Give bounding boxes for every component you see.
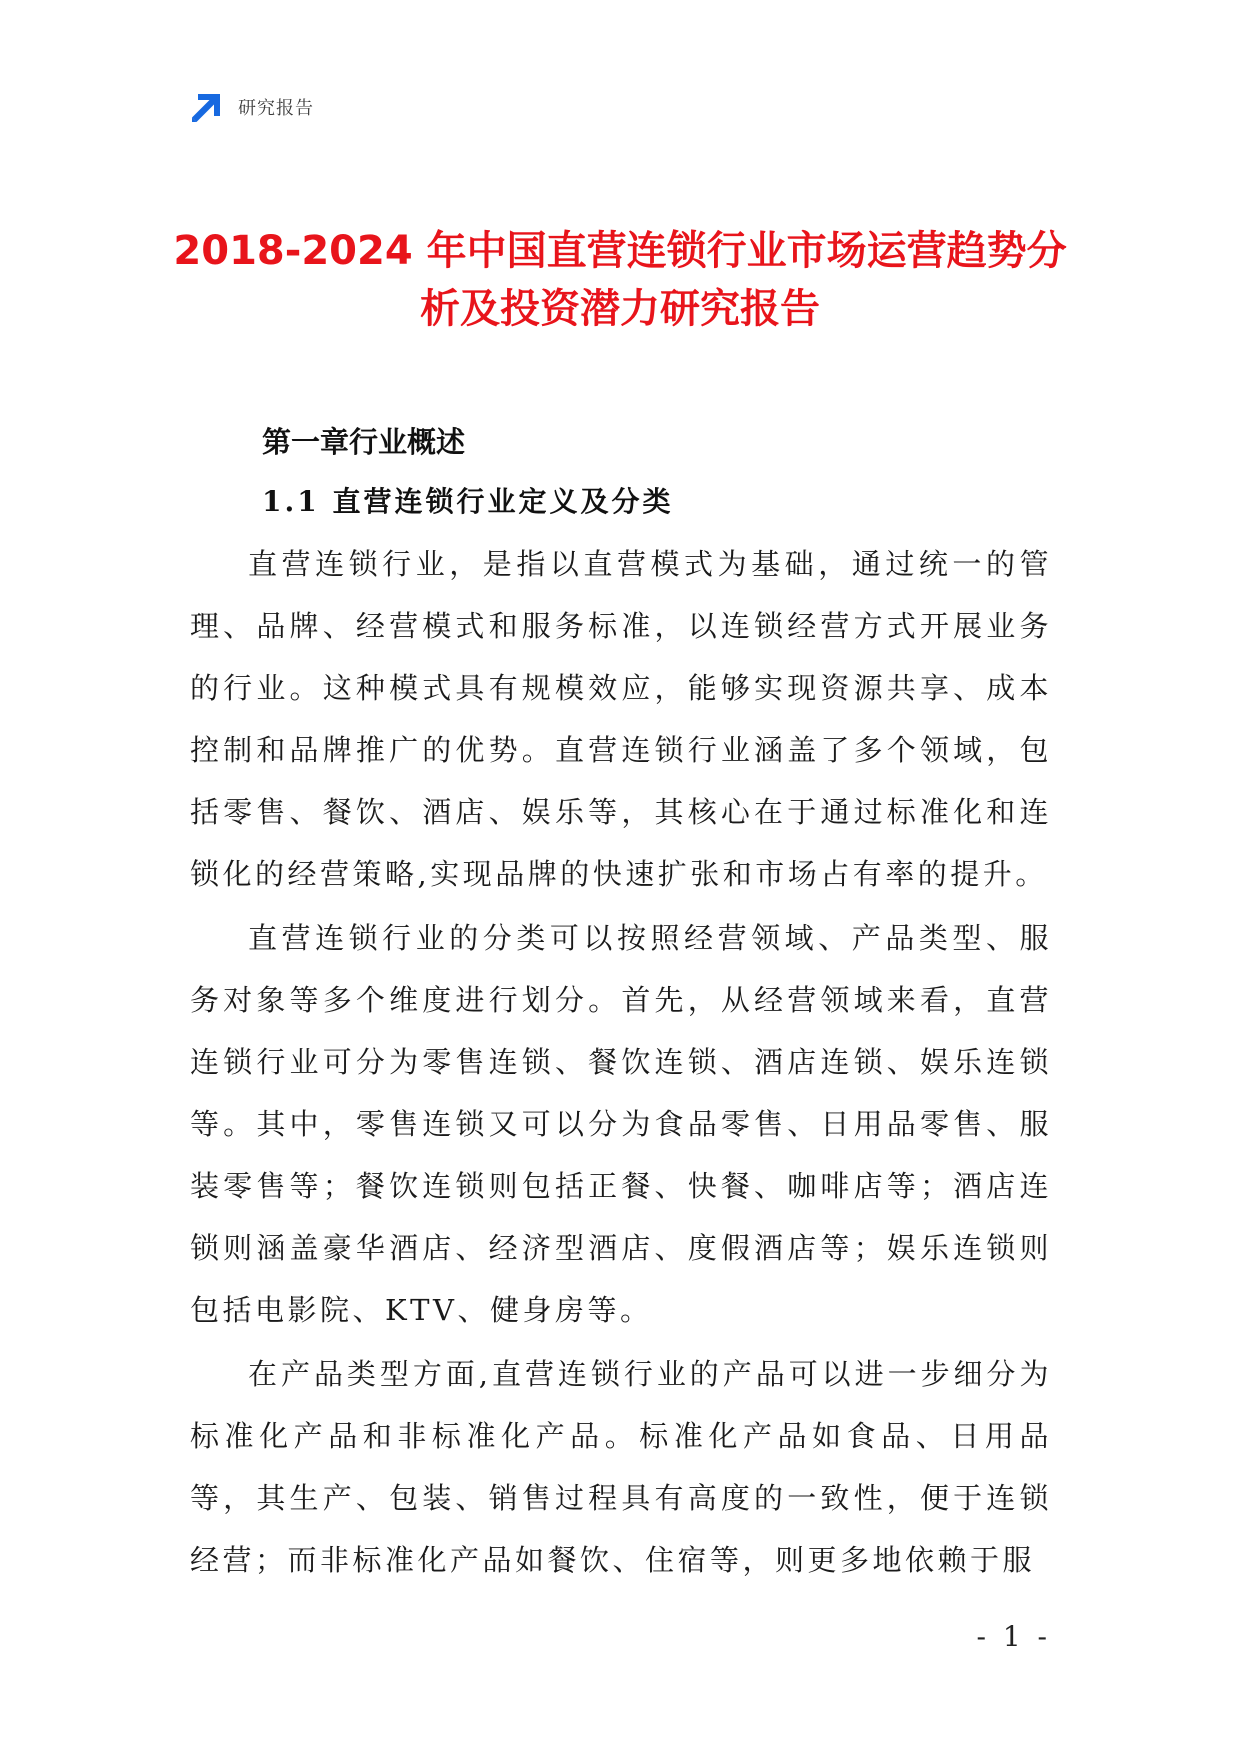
- document-title: 2018-2024 年中国直营连锁行业市场运营趋势分析及投资潜力研究报告: [173, 228, 1067, 332]
- header-label: 研究报告: [238, 98, 314, 119]
- body-text: [190, 533, 1052, 1591]
- page-number: - 1 -: [976, 1620, 1051, 1653]
- paragraph-1: 直营连锁行业，是指以直营模式为基础，通过统一的管理、品牌、经营模式和服务标准，以连锁经营方式开展业务的行业。这种模式具有规模效应，能够实现资源共享、成本控制和品牌推广的优势。直营连锁行业涵盖了多个领域，包括零售、餐饮、酒店、娱乐等，其核心在于通过标准化和连锁化的经营策略,实现品牌的快速扩张和市场占有率的提升。: [190, 547, 1052, 891]
- chapter-heading: 第一章行业概述: [262, 425, 466, 459]
- report-header: [190, 90, 314, 124]
- paragraph-2: 直营连锁行业的分类可以按照经营领域、产品类型、服务对象等多个维度进行划分。首先，从经营领域来看，直营连锁行业可分为零售连锁、餐饮连锁、酒店连锁、娱乐连锁等。其中，零售连锁又可以分为食品零售、日用品零售、服装零售等；餐饮连锁则包括正餐、快餐、咖啡店等；酒店连锁则涵盖豪华酒店、经济型酒店、度假酒店等；娱乐连锁则包括电影院、KTV、健身房等。: [190, 921, 1052, 1327]
- arrow-up-right-icon: [190, 90, 224, 124]
- section-heading: 1.1 直营连锁行业定义及分类: [262, 485, 674, 518]
- paragraph-3: 在产品类型方面,直营连锁行业的产品可以进一步细分为标准化产品和非标准化产品。标准化产品如食品、日用品等，其生产、包装、销售过程具有高度的一致性，便于连锁经营；而非标准化产品如餐饮、住宿等，则更多地依赖于服: [190, 1357, 1052, 1577]
